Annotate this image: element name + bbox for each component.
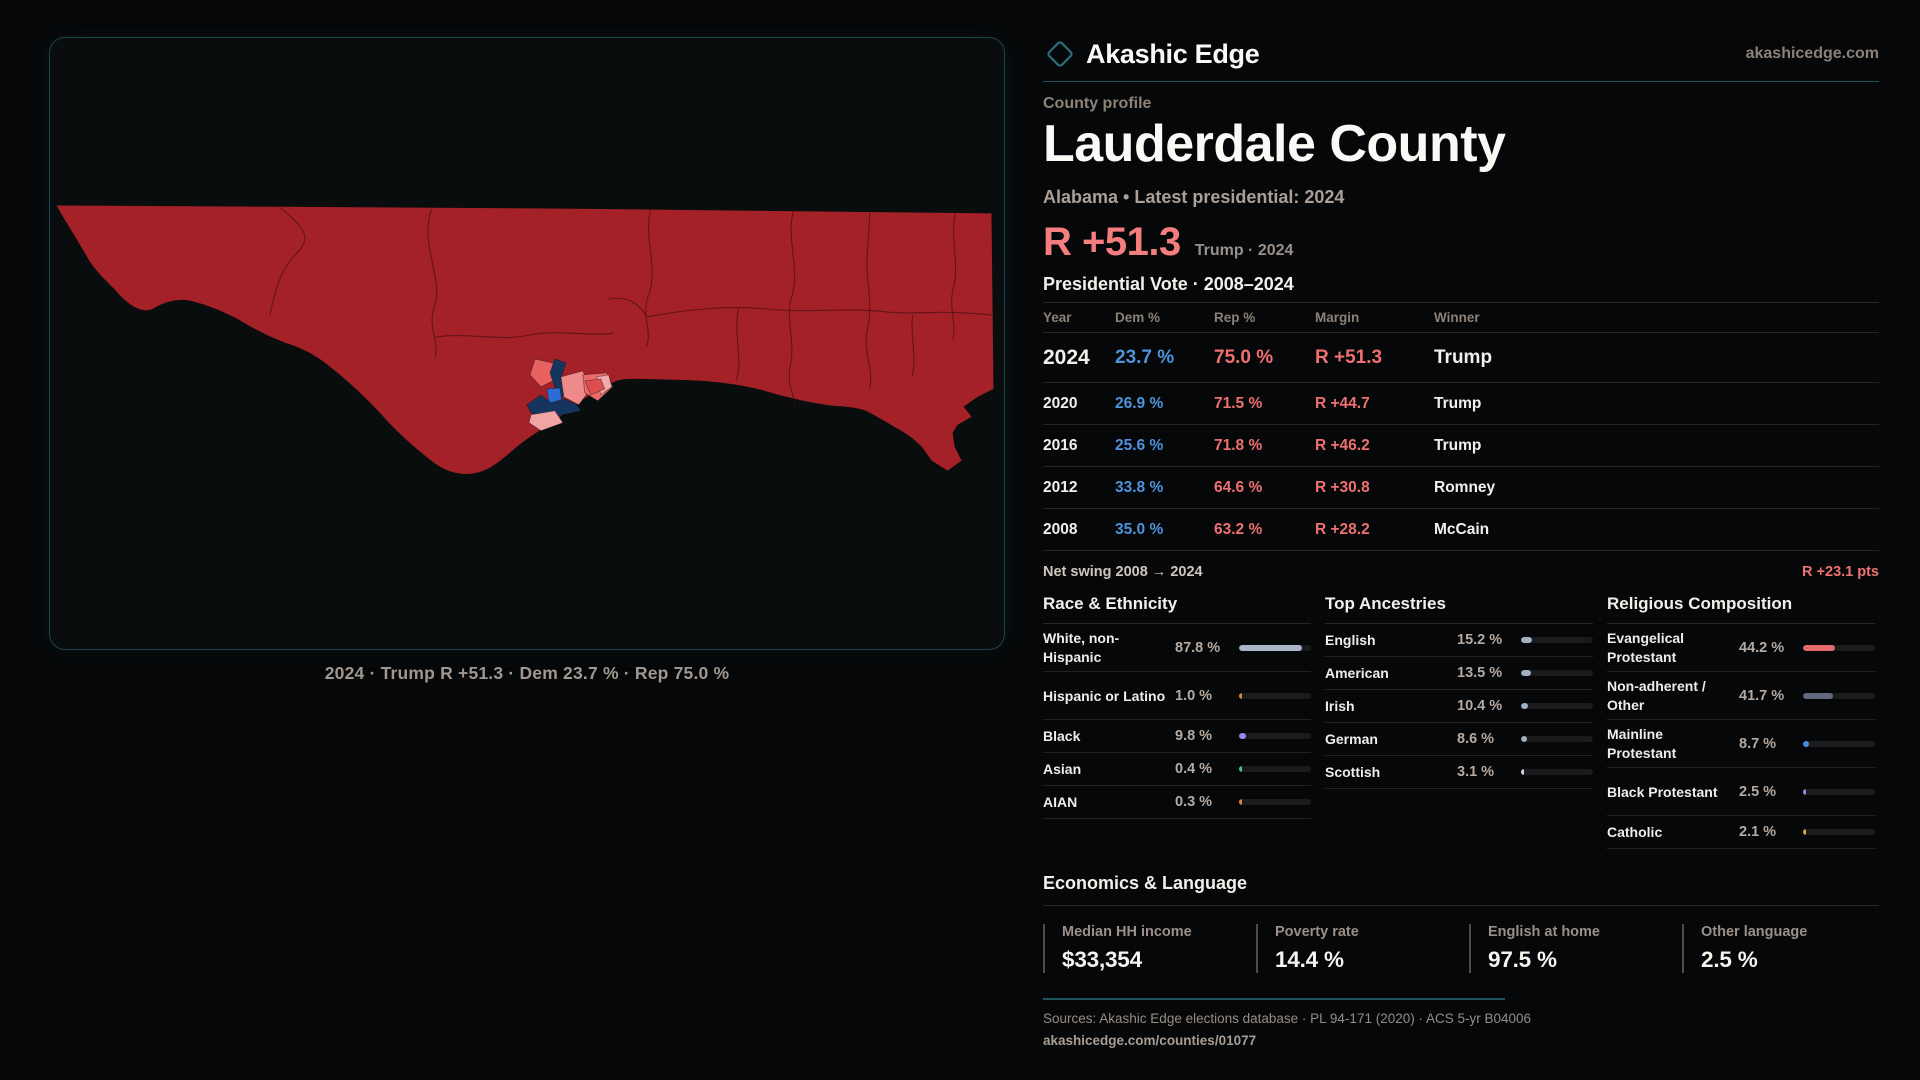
stat-value: 8.6 % xyxy=(1457,731,1495,748)
cell-year: 2016 xyxy=(1043,436,1078,454)
col-dem: Dem % xyxy=(1115,310,1161,326)
stat-row xyxy=(1043,672,1311,720)
stat-label: Scottish xyxy=(1325,764,1381,781)
stat-value: 2.5 % xyxy=(1739,783,1777,800)
cell-dem: 35.0 % xyxy=(1115,520,1164,538)
stat-row xyxy=(1043,753,1311,786)
stat-bar-track xyxy=(1803,741,1875,747)
stat-row xyxy=(1607,720,1875,768)
cell-dem: 33.8 % xyxy=(1115,478,1164,496)
race-ethnicity-section xyxy=(1043,594,1311,849)
stat-row xyxy=(1325,756,1593,789)
net-swing-row xyxy=(1043,551,1879,588)
section-title: Race & Ethnicity xyxy=(1043,594,1311,624)
section-title: Religious Composition xyxy=(1607,594,1875,624)
cell-rep: 71.8 % xyxy=(1214,436,1263,454)
cell-margin: R +30.8 xyxy=(1315,478,1370,496)
stat-row xyxy=(1043,786,1311,819)
col-winner: Winner xyxy=(1434,310,1480,326)
col-year: Year xyxy=(1043,310,1072,326)
brand-name: Akashic Edge xyxy=(1086,38,1260,69)
cell-margin: R +46.2 xyxy=(1315,436,1370,454)
stat-label: Mainline Protestant xyxy=(1607,726,1677,761)
stat-value: 10.4 % xyxy=(1457,698,1503,715)
vote-table-title: Presidential Vote · 2008–2024 xyxy=(1043,274,1294,295)
stat-bar-track xyxy=(1239,693,1311,699)
county-precinct-map[interactable] xyxy=(50,38,1004,649)
stat-bar xyxy=(1239,693,1242,699)
table-row xyxy=(1043,383,1879,425)
stat-row xyxy=(1607,672,1875,720)
cell-dem: 23.7 % xyxy=(1115,346,1175,368)
brand-domain-link[interactable]: akashicedge.com xyxy=(1745,45,1879,62)
cell-winner: Trump xyxy=(1434,436,1482,454)
table-row xyxy=(1043,467,1879,509)
stat-value: 8.7 % xyxy=(1739,735,1777,752)
stat-bar-track xyxy=(1521,736,1593,742)
profile-content xyxy=(1043,0,1879,1048)
stat-label: Asian xyxy=(1043,761,1082,778)
stat-card xyxy=(1256,924,1469,973)
stat-bar xyxy=(1239,799,1242,805)
stat-row xyxy=(1607,624,1875,672)
stat-bar xyxy=(1803,741,1809,747)
stat-value: 15.2 % xyxy=(1457,632,1503,649)
cell-year: 2008 xyxy=(1043,520,1078,538)
cell-year: 2020 xyxy=(1043,394,1078,412)
stat-label: Black Protestant xyxy=(1607,783,1718,800)
stat-card xyxy=(1682,924,1895,973)
page-subtitle: Alabama • Latest presidential: 2024 xyxy=(1043,187,1345,208)
stat-bar xyxy=(1803,645,1835,651)
headline-margin xyxy=(1043,220,1879,265)
stat-card xyxy=(1043,924,1256,973)
stat-card-value: 97.5 % xyxy=(1488,947,1557,973)
footer-accent-divider xyxy=(1043,998,1505,1000)
stat-value: 44.2 % xyxy=(1739,639,1785,656)
cell-winner: Trump xyxy=(1434,346,1493,368)
stat-bar-track xyxy=(1803,789,1875,795)
stat-value: 87.8 % xyxy=(1175,639,1221,656)
stat-bar xyxy=(1239,733,1246,739)
kicker-label: County profile xyxy=(1043,95,1152,112)
stat-bar xyxy=(1803,829,1806,835)
stat-bar-track xyxy=(1521,670,1593,676)
religion-section xyxy=(1607,594,1875,849)
stat-bar-track xyxy=(1239,733,1311,739)
cell-rep: 64.6 % xyxy=(1214,478,1263,496)
stat-bar xyxy=(1521,637,1532,643)
sources-line: Sources: Akashic Edge elections database · PL 94-171 (2020) · ACS 5-yr B04006 xyxy=(1043,1011,1532,1027)
table-row xyxy=(1043,509,1879,551)
net-swing-label: Net swing 2008 → 2024 xyxy=(1043,564,1203,581)
stat-bar xyxy=(1239,645,1302,651)
permalink[interactable]: akashicedge.com/counties/01077 xyxy=(1043,1033,1257,1049)
stat-bar xyxy=(1521,769,1524,775)
stat-card-value: $33,354 xyxy=(1062,947,1142,973)
stat-row xyxy=(1043,720,1311,753)
table-row xyxy=(1043,333,1879,383)
stat-label: Catholic xyxy=(1607,824,1663,841)
stat-value: 0.3 % xyxy=(1175,794,1213,811)
header-divider xyxy=(1043,81,1879,82)
economics-title: Economics & Language xyxy=(1043,873,1248,894)
stat-row xyxy=(1325,624,1593,657)
stat-bar-track xyxy=(1521,703,1593,709)
stat-bar-track xyxy=(1239,799,1311,805)
stat-bar-track xyxy=(1239,645,1311,651)
stat-label: English xyxy=(1325,632,1376,649)
stat-card-label: Median HH income xyxy=(1062,924,1192,941)
stat-row xyxy=(1043,624,1311,672)
stat-row xyxy=(1607,768,1875,816)
stat-label: White, non-Hispanic xyxy=(1043,630,1120,665)
headline-margin-note: Trump · 2024 xyxy=(1194,242,1294,260)
map-caption: 2024 · Trump R +51.3 · Dem 23.7 % · Rep 75.0 % xyxy=(324,663,730,683)
stat-value: 3.1 % xyxy=(1457,764,1495,781)
stat-bar-track xyxy=(1803,693,1875,699)
cell-rep: 75.0 % xyxy=(1214,346,1274,368)
county-shape xyxy=(57,205,994,473)
stat-row xyxy=(1325,723,1593,756)
stat-value: 2.1 % xyxy=(1739,824,1777,841)
stat-card-label: Poverty rate xyxy=(1275,924,1359,941)
col-margin: Margin xyxy=(1315,310,1360,326)
stat-label: Evangelical Protestant xyxy=(1607,630,1685,665)
stat-bar xyxy=(1239,766,1242,772)
stat-bar-track xyxy=(1239,766,1311,772)
cell-winner: McCain xyxy=(1434,520,1490,538)
vote-table-header xyxy=(1043,302,1879,333)
cell-margin: R +51.3 xyxy=(1315,346,1383,368)
cell-winner: Trump xyxy=(1434,394,1482,412)
stat-bar xyxy=(1521,736,1527,742)
stat-label: German xyxy=(1325,731,1378,748)
stat-bar xyxy=(1521,703,1528,709)
stat-row xyxy=(1607,816,1875,849)
cell-winner: Romney xyxy=(1434,478,1496,496)
stat-value: 13.5 % xyxy=(1457,665,1503,682)
stat-card-value: 2.5 % xyxy=(1701,947,1758,973)
stat-value: 9.8 % xyxy=(1175,728,1213,745)
economics-cards xyxy=(1043,924,1879,973)
stat-label: Black xyxy=(1043,728,1081,745)
stat-card-label: English at home xyxy=(1488,924,1600,941)
site-header xyxy=(1043,0,1879,71)
stat-label: Irish xyxy=(1325,698,1355,715)
page-title: Lauderdale County xyxy=(1043,115,1506,173)
ancestries-section xyxy=(1325,594,1593,849)
stat-bar-track xyxy=(1803,645,1875,651)
stat-label: AIAN xyxy=(1043,794,1078,811)
cell-dem: 26.9 % xyxy=(1115,394,1164,412)
stat-bar xyxy=(1521,670,1531,676)
stat-label: Hispanic or Latino xyxy=(1043,687,1166,704)
cell-year: 2024 xyxy=(1043,345,1090,369)
cell-rep: 63.2 % xyxy=(1214,520,1263,538)
stat-value: 41.7 % xyxy=(1739,687,1785,704)
stat-bar xyxy=(1803,789,1806,795)
cell-margin: R +28.2 xyxy=(1315,520,1370,538)
stat-bar-track xyxy=(1521,637,1593,643)
section-title: Top Ancestries xyxy=(1325,594,1593,624)
stat-bar-track xyxy=(1521,769,1593,775)
cell-year: 2012 xyxy=(1043,478,1078,496)
stat-row xyxy=(1325,690,1593,723)
headline-margin-value: R +51.3 xyxy=(1043,220,1181,265)
stat-bar xyxy=(1803,693,1833,699)
cell-dem: 25.6 % xyxy=(1115,436,1164,454)
cell-rep: 71.5 % xyxy=(1214,394,1263,412)
stat-value: 1.0 % xyxy=(1175,687,1213,704)
col-rep: Rep % xyxy=(1214,310,1256,326)
stat-label: Non-adherent / Other xyxy=(1607,678,1706,713)
stat-card xyxy=(1469,924,1682,973)
stat-value: 0.4 % xyxy=(1175,761,1213,778)
stat-row xyxy=(1325,657,1593,690)
cell-margin: R +44.7 xyxy=(1315,394,1370,412)
stat-label: American xyxy=(1325,665,1389,682)
table-row xyxy=(1043,425,1879,467)
brand-diamond-icon xyxy=(1043,37,1077,71)
demographics-columns xyxy=(1043,594,1879,849)
stat-bar-track xyxy=(1803,829,1875,835)
stat-card-value: 14.4 % xyxy=(1275,947,1344,973)
economics-divider xyxy=(1043,905,1879,906)
map-panel xyxy=(49,37,1005,650)
net-swing-value: R +23.1 pts xyxy=(1802,564,1879,581)
stat-card-label: Other language xyxy=(1701,924,1808,941)
